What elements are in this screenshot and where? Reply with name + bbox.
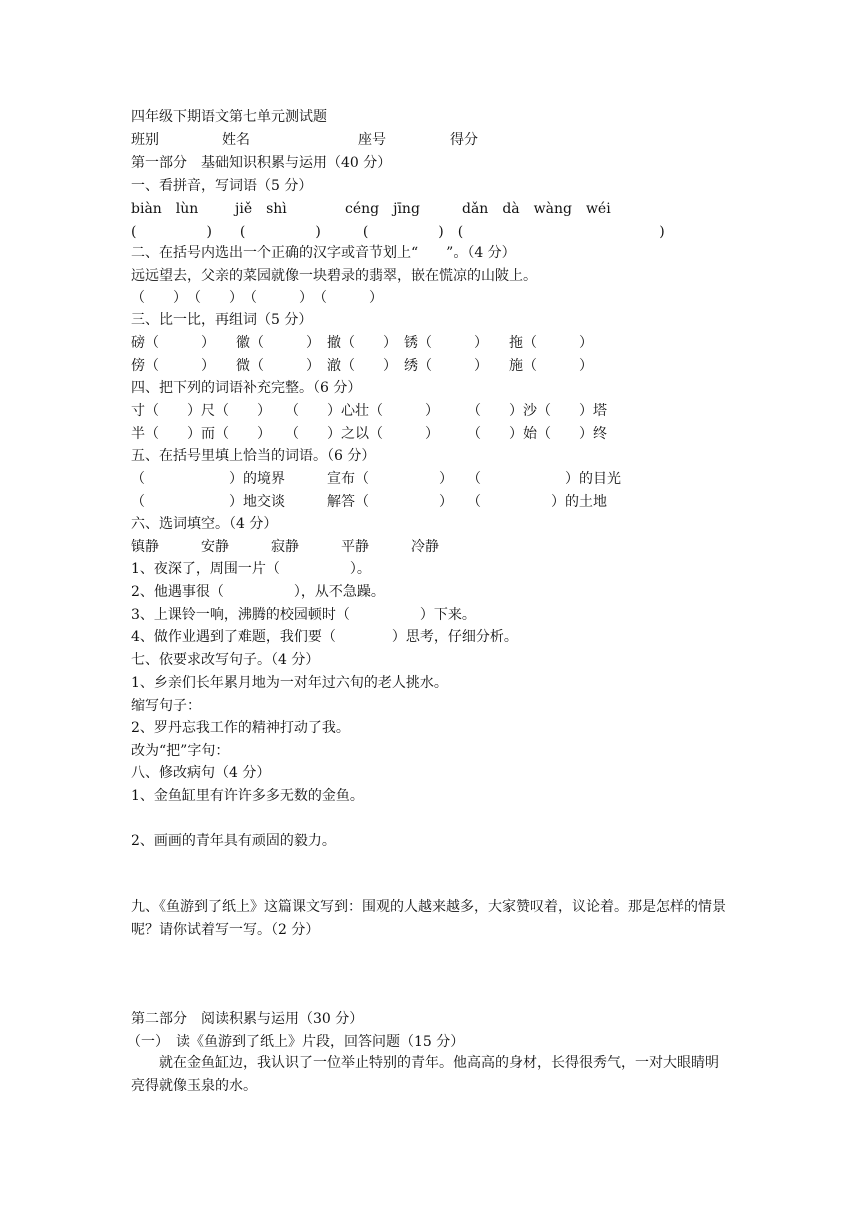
- q2-title: 二、在括号内选出一个正确的汉字或音节划上“ ”。（4 分）: [131, 245, 516, 261]
- q8-title: 八、修改病句（4 分）: [131, 765, 271, 781]
- q5-row-2[interactable]: （ ）地交谈 解答（ ） （ ）的土地: [131, 494, 607, 510]
- reading-1-title: （一） 读《鱼游到了纸上》片段，回答问题（15 分）: [127, 1034, 465, 1050]
- q6-item-2[interactable]: 2、他遇事很（ ），从不急躁。: [131, 584, 385, 600]
- q4-row-1[interactable]: 寸（ ）尺（ ） （ ）心壮（ ） （ ）沙（ ）塔: [131, 403, 607, 419]
- pinyin-1: biàn lùn: [131, 201, 199, 217]
- q5-row-1[interactable]: （ ）的境界 宣布（ ） （ ）的目光: [131, 471, 621, 487]
- q6-word-bank: 镇静 安静 寂静 平静 冷静: [131, 539, 439, 555]
- q7-sentence-1: 1、乡亲们长年累月地为一对年过六旬的老人挑水。: [131, 675, 448, 691]
- q8-sentence-2[interactable]: 2、画画的青年具有顽固的毅力。: [131, 833, 336, 849]
- q6-title: 六、选词填空。（4 分）: [131, 516, 278, 532]
- q3-row-1[interactable]: 磅（ ） 徽（ ） 撤（ ） 锈（ ） 拖（ ）: [131, 335, 593, 351]
- q7-sentence-2: 2、罗丹忘我工作的精神打动了我。: [131, 720, 350, 736]
- q3-row-2[interactable]: 傍（ ） 微（ ） 澈（ ） 绣（ ） 施（ ）: [131, 358, 593, 374]
- q5-title: 五、在括号里填上恰当的词语。（6 分）: [131, 448, 376, 464]
- q6-item-4[interactable]: 4、做作业遇到了难题，我们要（ ）思考，仔细分析。: [131, 629, 518, 645]
- q6-item-3[interactable]: 3、上课铃一响，沸腾的校园顿时（ ）下来。: [131, 607, 476, 623]
- q9-question[interactable]: 九、《鱼游到了纸上》这篇课文写到：围观的人越来越多，大家赞叹着，议论着。那是怎样的情景呢？请你试着写一写。（2 分）: [131, 899, 726, 938]
- q7-rewrite-label-2[interactable]: 改为“把”字句：: [131, 743, 230, 759]
- exam-title: 四年级下期语文第七单元测试题: [131, 109, 327, 125]
- seat-label: 座号: [358, 132, 386, 148]
- q7-rewrite-label-1[interactable]: 缩写句子：: [131, 698, 201, 714]
- q1-answer-blanks[interactable]: ( ) ( ) ( ) ( ): [131, 224, 665, 240]
- q2-answer-blanks[interactable]: （ ） （ ） （ ） （ ）: [131, 290, 383, 306]
- q6-item-1[interactable]: 1、夜深了，周围一片（ ）。: [131, 561, 371, 577]
- q4-title: 四、把下列的词语补充完整。（6 分）: [131, 380, 362, 396]
- name-label: 姓名: [222, 132, 250, 148]
- part2-heading: 第二部分 阅读积累与运用（30 分）: [131, 1011, 364, 1027]
- part1-heading: 第一部分 基础知识积累与运用（40 分）: [131, 155, 392, 171]
- q1-title: 一、看拼音，写词语（5 分）: [131, 178, 313, 194]
- q7-title: 七、依要求改写句子。（4 分）: [131, 652, 320, 668]
- q4-row-2[interactable]: 半（ ）而（ ） （ ）之以（ ） （ ）始（ ）终: [131, 426, 607, 442]
- pinyin-4: dǎn dà wàng wéi: [462, 201, 611, 217]
- q2-sentence: 远远望去，父亲的菜园就像一块碧录的翡翠，嵌在慌凉的山陂上。: [131, 268, 537, 284]
- score-label: 得分: [450, 132, 478, 148]
- pinyin-3: céng jīng: [345, 201, 420, 217]
- q8-sentence-1[interactable]: 1、金鱼缸里有许许多多无数的金鱼。: [131, 788, 364, 804]
- pinyin-2: jiě shì: [235, 201, 287, 217]
- class-label: 班别: [131, 132, 159, 148]
- reading-1-passage: 就在金鱼缸边，我认识了一位举止特别的青年。他高高的身材，长得很秀气，一对大眼睛明亮得就像玉泉的水。: [131, 1055, 719, 1094]
- q3-title: 三、比一比，再组词（5 分）: [131, 312, 313, 328]
